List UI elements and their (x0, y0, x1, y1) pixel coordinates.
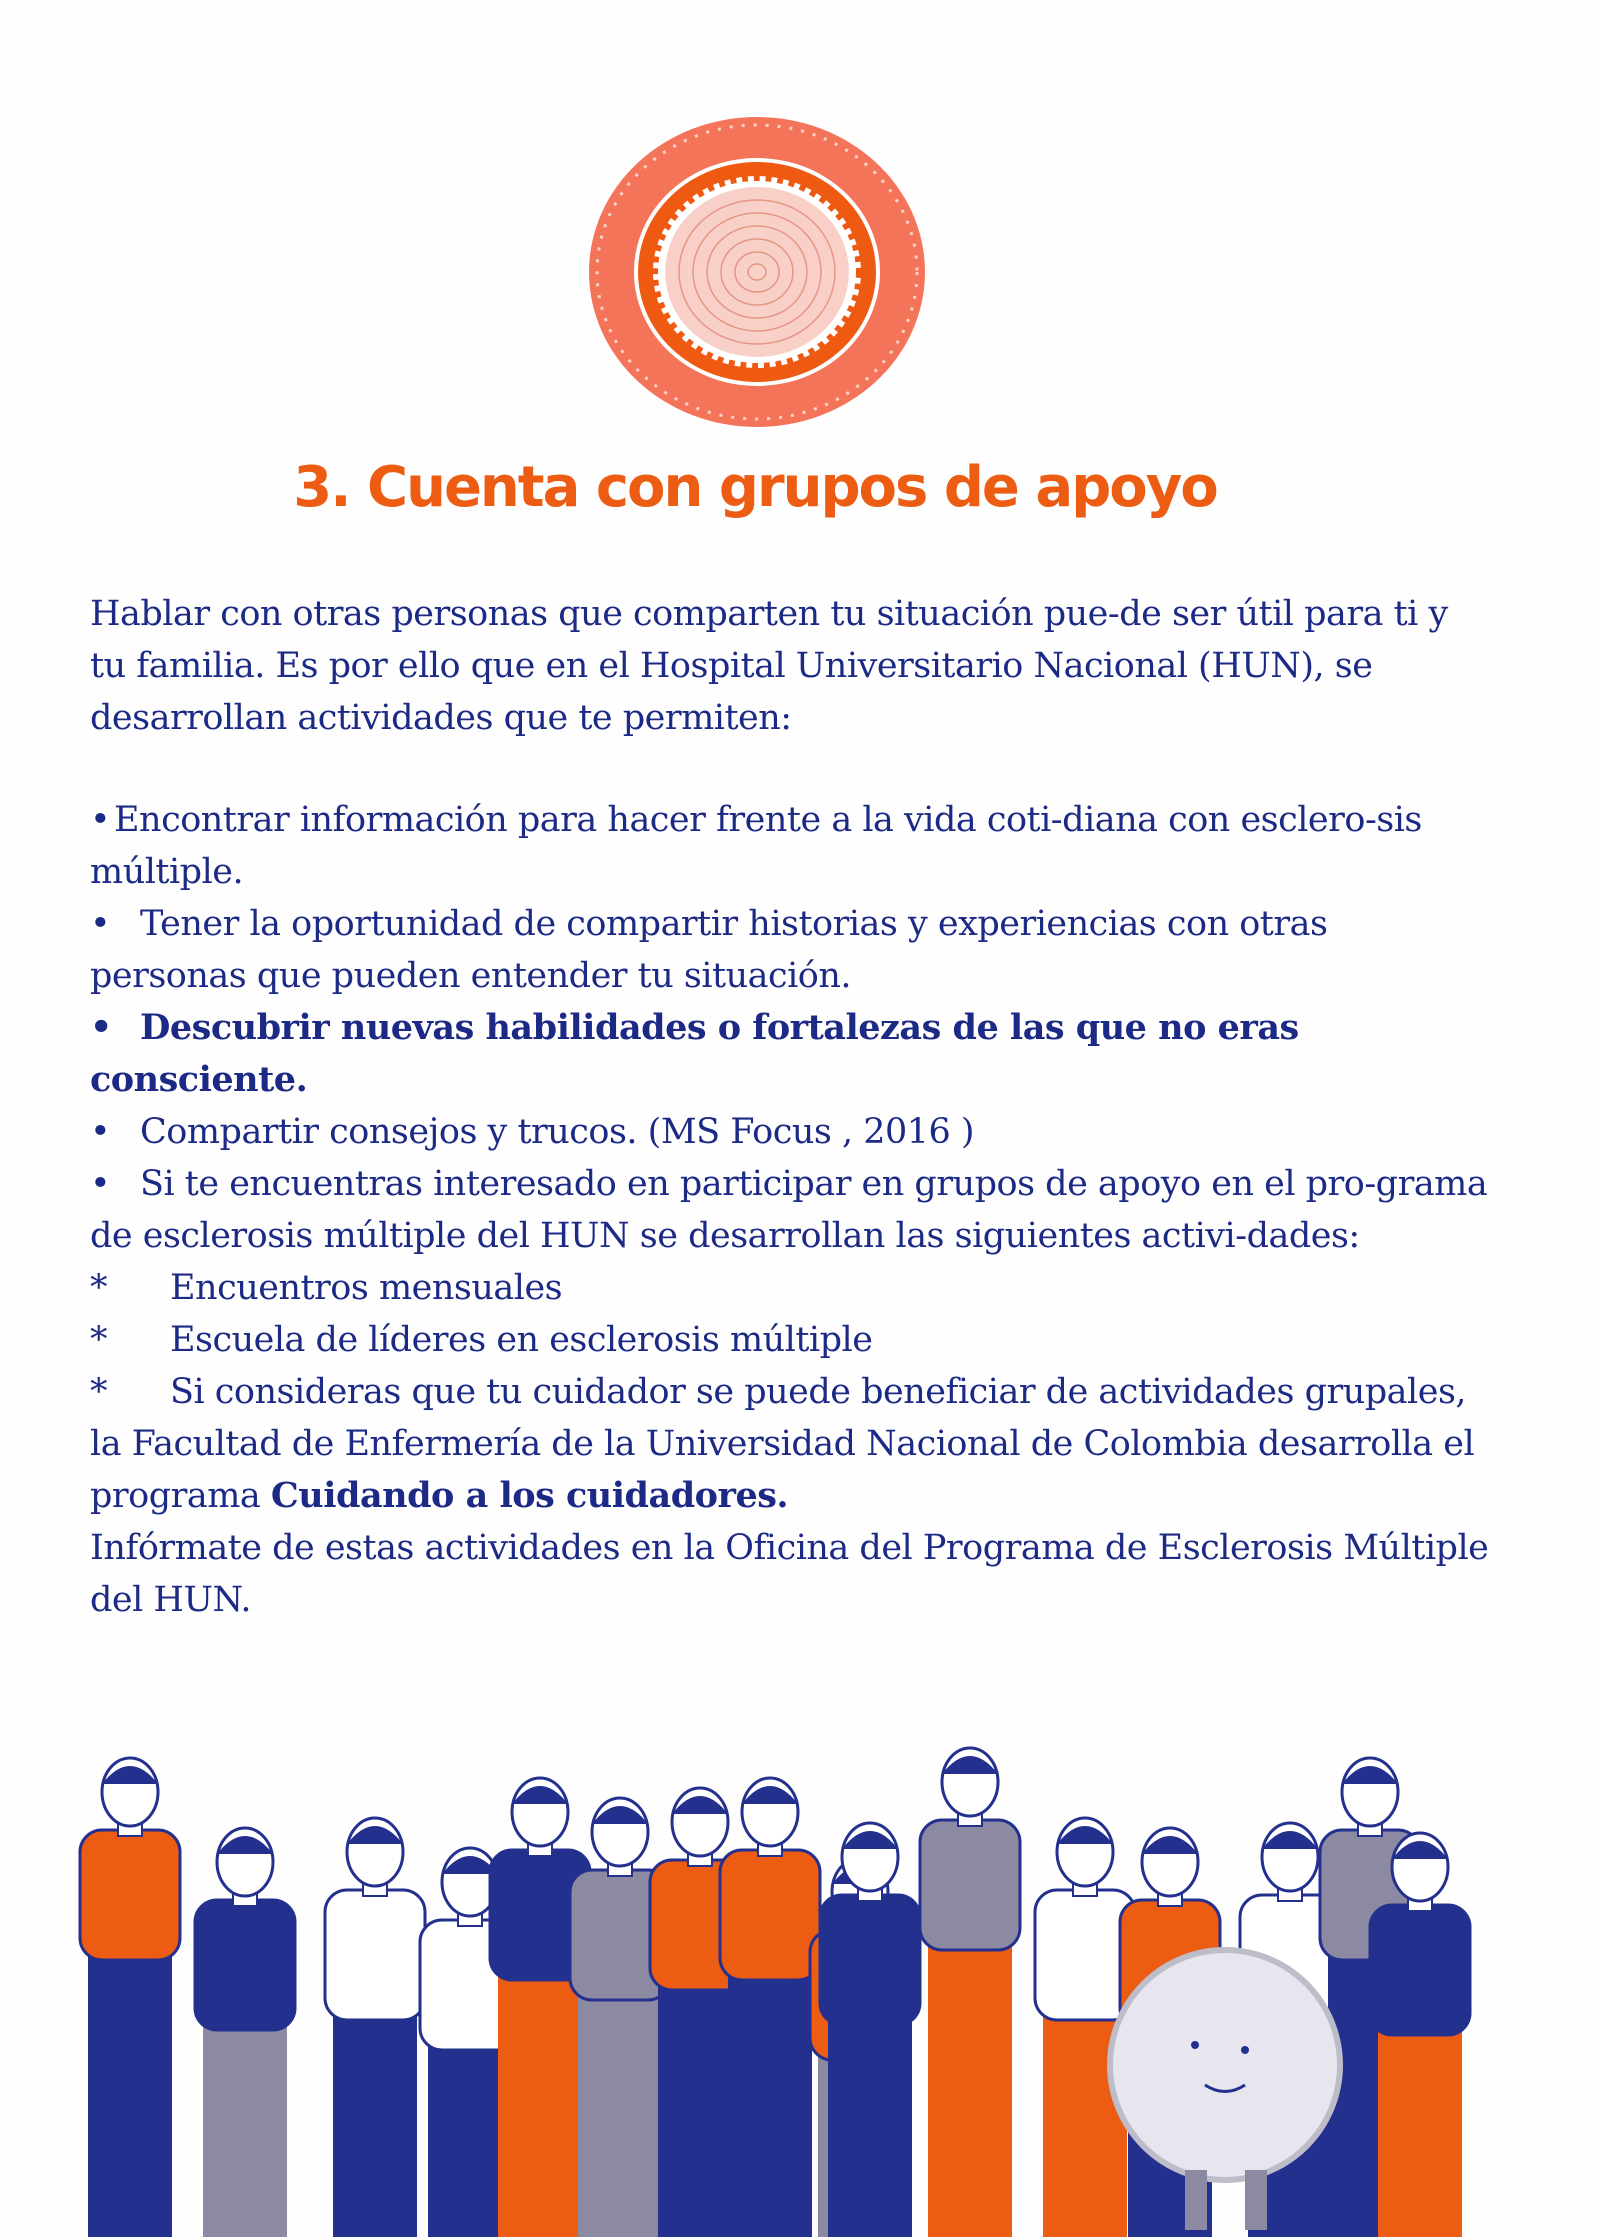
person-figure (195, 1828, 295, 2237)
person-figure (920, 1748, 1020, 2237)
person-figure (490, 1778, 590, 2237)
list-item: • Si te encuentras interesado en participar en grupos de apoyo en el pro-grama de esclerosis múltiple del HUN se desarrollan las siguientes activi-dades: (90, 1164, 1488, 1256)
content (90, 588, 1490, 1626)
sub-list-item: * Escuela de líderes en esclerosis múltiple (90, 1320, 873, 1360)
person-figure (325, 1818, 425, 2237)
list-item: • Encontrar información para hacer frente a la vida coti-diana con esclero-sis múltiple. (90, 800, 1422, 892)
closing-paragraph: Infórmate de estas actividades en la Oficina del Programa de Esclerosis Múltiple del HUN. (90, 1528, 1489, 1620)
program-name: Cuidando a los cuidadores. (270, 1475, 789, 1516)
sub-list-item: * Encuentros mensuales (90, 1268, 563, 1308)
person-figure (720, 1778, 820, 2237)
list-item: • Descubrir nuevas habilidades o fortalezas de las que no eras consciente. (90, 1007, 1299, 1100)
sun-emblem-illustration (585, 112, 930, 430)
sub-list-item: * Si consideras que tu cuidador se puede beneficiar de actividades grupales, la Facultad de Enfermería de la Universidad Nacional de Colombia desarrolla el programa Cuidando a los cuidadores. (90, 1372, 1475, 1516)
list-item: • Compartir consejos y trucos. (MS Focus , 2016 ) (90, 1112, 975, 1152)
person-figure (80, 1758, 180, 2237)
people-group-illustration (0, 1740, 1600, 2237)
list-item: • Tener la oportunidad de compartir historias y experiencias con otras personas que pueden entender tu situación. (90, 904, 1328, 996)
page-title: 3. Cuenta con grupos de apoyo (293, 455, 1217, 520)
intro-paragraph: Hablar con otras personas que comparten tu situación pue-de ser útil para ti y tu familia. Es por ello que en el Hospital Universitario Nacional (HUN), se desarrollan actividades que te permiten: (90, 594, 1448, 738)
